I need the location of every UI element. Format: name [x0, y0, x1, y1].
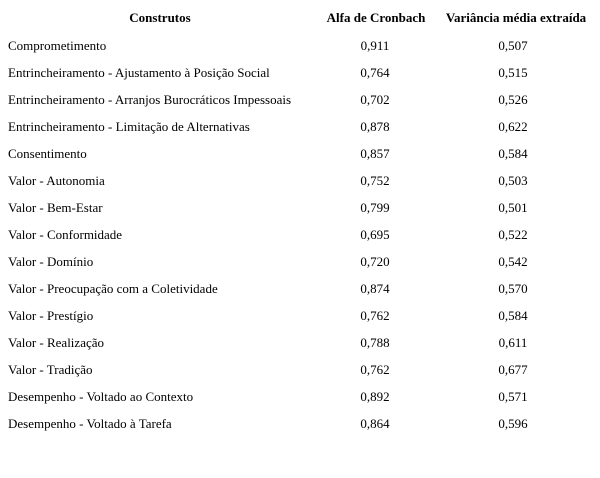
ave-cell: 0,570	[498, 281, 528, 296]
construct-cell: Entrincheiramento - Arranjos Burocráticos Impessoais	[8, 92, 292, 107]
table-row	[0, 32, 600, 59]
construct-cell: Valor - Prestígio	[8, 308, 94, 323]
header-alfa-cronbach: Alfa de Cronbach	[326, 10, 426, 25]
alpha-cell: 0,864	[360, 416, 390, 431]
construct-cell: Valor - Realização	[8, 335, 105, 350]
table-row	[0, 59, 600, 86]
table-row	[0, 356, 600, 383]
alpha-cell: 0,720	[360, 254, 390, 269]
alpha-cell: 0,911	[360, 38, 390, 53]
table-row	[0, 221, 600, 248]
table-row	[0, 86, 600, 113]
construct-cell: Consentimento	[8, 146, 87, 161]
construct-cell: Desempenho - Voltado ao Contexto	[8, 389, 194, 404]
table-row	[0, 383, 600, 410]
ave-cell: 0,522	[498, 227, 528, 242]
construct-cell: Valor - Tradição	[8, 362, 93, 377]
table-row	[0, 275, 600, 302]
ave-cell: 0,507	[498, 38, 528, 53]
construct-cell: Valor - Bem-Estar	[8, 200, 103, 215]
table-row	[0, 140, 600, 167]
ave-cell: 0,611	[498, 335, 528, 350]
alpha-cell: 0,892	[360, 389, 390, 404]
ave-cell: 0,515	[498, 65, 528, 80]
table-row	[0, 248, 600, 275]
header-variancia-media: Variância média extraída	[445, 10, 587, 25]
table-row	[0, 194, 600, 221]
construct-cell: Valor - Autonomia	[8, 173, 105, 188]
alpha-cell: 0,799	[360, 200, 390, 215]
header-construtos: Construtos	[129, 10, 191, 25]
construct-cell: Comprometimento	[8, 38, 107, 53]
ave-cell: 0,526	[498, 92, 528, 107]
construct-cell: Valor - Domínio	[8, 254, 94, 269]
table-row	[0, 113, 600, 140]
ave-cell: 0,584	[498, 146, 528, 161]
alpha-cell: 0,762	[360, 308, 390, 323]
ave-cell: 0,501	[498, 200, 528, 215]
table-body	[0, 32, 600, 437]
construct-cell: Valor - Preocupação com a Coletividade	[8, 281, 218, 296]
alpha-cell: 0,752	[360, 173, 390, 188]
ave-cell: 0,503	[498, 173, 528, 188]
ave-cell: 0,571	[498, 389, 528, 404]
table-row	[0, 302, 600, 329]
alpha-cell: 0,762	[360, 362, 390, 377]
construct-cell: Entrincheiramento - Limitação de Alternativas	[8, 119, 250, 134]
table-row	[0, 410, 600, 437]
alpha-cell: 0,874	[360, 281, 390, 296]
alpha-cell: 0,857	[360, 146, 390, 161]
alpha-cell: 0,878	[360, 119, 390, 134]
table-row	[0, 167, 600, 194]
alpha-cell: 0,788	[360, 335, 390, 350]
construct-cell: Entrincheiramento - Ajustamento à Posição Social	[8, 65, 270, 80]
ave-cell: 0,677	[498, 362, 528, 377]
ave-cell: 0,584	[498, 308, 528, 323]
ave-cell: 0,542	[498, 254, 528, 269]
construct-cell: Valor - Conformidade	[8, 227, 123, 242]
construct-cell: Desempenho - Voltado à Tarefa	[8, 416, 172, 431]
alpha-cell: 0,695	[360, 227, 390, 242]
table-row	[0, 329, 600, 356]
ave-cell: 0,622	[498, 119, 528, 134]
alpha-cell: 0,764	[360, 65, 390, 80]
alpha-cell: 0,702	[360, 92, 390, 107]
ave-cell: 0,596	[498, 416, 528, 431]
